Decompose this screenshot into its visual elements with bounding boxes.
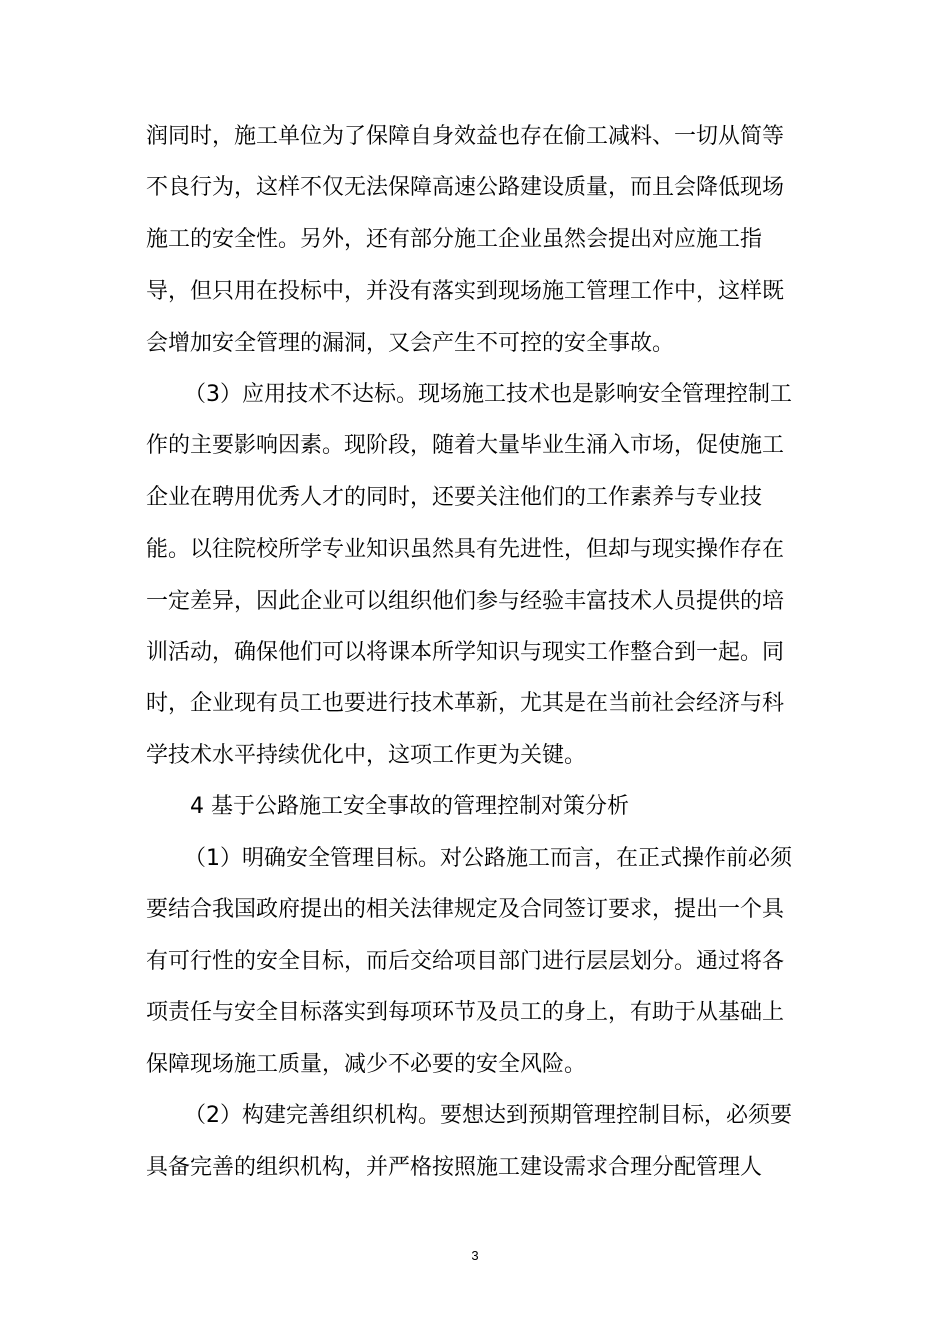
body-text-line: 学技术水平持续优化中，这项工作更为关键。 bbox=[146, 743, 587, 768]
paragraph-start-line: （1）明确安全管理目标。对公路施工而言，在正式操作前必须 bbox=[184, 846, 792, 871]
body-text-line: 有可行性的安全目标，而后交给项目部门进行层层划分。通过将各 bbox=[146, 949, 785, 974]
body-text-line: 企业在聘用优秀人才的同时，还要关注他们的工作素养与专业技 bbox=[146, 485, 763, 510]
body-text-line: 作的主要影响因素。现阶段，随着大量毕业生涌入市场，促使施工 bbox=[146, 433, 785, 458]
body-text-line: 训活动，确保他们可以将课本所学知识与现实工作整合到一起。同 bbox=[146, 640, 785, 665]
body-text-line: 一定差异，因此企业可以组织他们参与经验丰富技术人员提供的培 bbox=[146, 589, 785, 614]
body-text-line: 保障现场施工质量，减少不必要的安全风险。 bbox=[146, 1052, 587, 1077]
body-text-line: 项责任与安全目标落实到每项环节及员工的身上，有助于从基础上 bbox=[146, 1000, 785, 1025]
body-text-line: 具备完善的组织机构，并严格按照施工建设需求合理分配管理人 bbox=[146, 1155, 763, 1180]
body-text-line: 不良行为，这样不仅无法保障高速公路建设质量，而且会降低现场 bbox=[146, 175, 785, 200]
paragraph-start-line: （2）构建完善组织机构。要想达到预期管理控制目标，必须要 bbox=[184, 1103, 792, 1128]
body-text-line: 时，企业现有员工也要进行技术革新，尤其是在当前社会经济与科 bbox=[146, 691, 785, 716]
section-heading: 4 基于公路施工安全事故的管理控制对策分析 bbox=[190, 794, 629, 819]
page-number: 3 bbox=[471, 1248, 479, 1263]
body-text-line: 会增加安全管理的漏洞，又会产生不可控的安全事故。 bbox=[146, 331, 675, 356]
paragraph-start-line: （3）应用技术不达标。现场施工技术也是影响安全管理控制工 bbox=[184, 382, 792, 407]
body-text-line: 施工的安全性。另外，还有部分施工企业虽然会提出对应施工指 bbox=[146, 227, 763, 252]
body-text-line: 导，但只用在投标中，并没有落实到现场施工管理工作中，这样既 bbox=[146, 279, 785, 304]
body-text-line: 润同时，施工单位为了保障自身效益也存在偷工减料、一切从简等 bbox=[146, 124, 785, 149]
body-text-line: 能。以往院校所学专业知识虽然具有先进性，但却与现实操作存在 bbox=[146, 537, 785, 562]
body-text-line: 要结合我国政府提出的相关法律规定及合同签订要求，提出一个具 bbox=[146, 897, 785, 922]
